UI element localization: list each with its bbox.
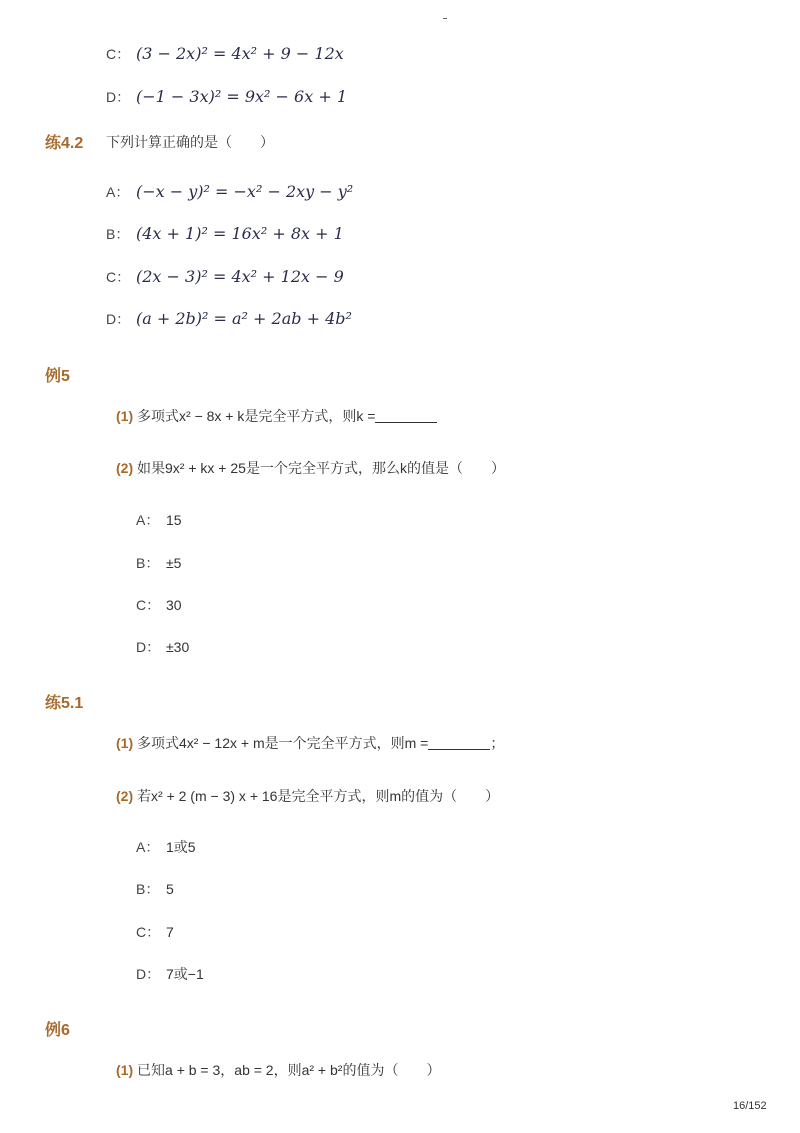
option-b [136,879,174,899]
question-text: 多项式4x² − 12x + m是一个完全平方式，则m = [137,735,429,751]
question-end: ） [485,788,500,804]
option-a [136,510,182,530]
option-value: 30 [166,597,182,613]
option-label: A： [136,839,160,855]
question-text: 如果9x² + kx + 25是一个完全平方式，那么k的值是（ [137,460,463,476]
question-number: (1) [116,735,134,751]
question-end: ； [490,735,505,751]
option-c [136,922,174,942]
option-expression: (−1 − 3x)² = 9x² − 6x + 1 [136,87,347,106]
option-d [106,309,352,329]
sub-question-1 [116,733,504,753]
option-label: D： [106,89,131,105]
section-heading: 例6 [45,1022,70,1039]
header-mark [443,18,447,19]
answer-blank[interactable] [375,408,437,423]
option-value: 7 [166,924,174,940]
question-number: (2) [116,788,134,804]
option-expression: (4x + 1)² = 16x² + 8x + 1 [136,224,344,243]
question-end: ） [490,460,505,476]
option-value: 5 [166,881,174,897]
option-label: B： [136,555,160,571]
option-value: 15 [166,512,182,528]
option-c [136,595,182,615]
section-heading: 练5.1 [45,695,84,712]
option-a [106,182,353,202]
stem-text: 下列计算正确的是（ [106,134,232,150]
option-c [106,267,344,287]
option-label: C： [106,46,131,62]
option-expression: (−x − y)² = −x² − 2xy − y² [136,182,354,201]
answer-blank[interactable] [428,735,490,750]
option-label: C： [136,597,161,613]
option-a [136,837,196,857]
option-d [136,637,189,657]
option-label: D： [136,966,161,982]
sub-question-2 [116,458,505,478]
option-label: B： [136,881,160,897]
option-label: C： [136,924,161,940]
option-label: D： [106,311,131,327]
question-number: (1) [116,408,134,424]
sub-question-1 [116,1060,440,1080]
option-expression: (3 − 2x)² = 4x² + 9 − 12x [136,44,344,63]
section-heading: 例5 [45,368,70,385]
stem-end: ） [260,134,274,150]
option-label: A： [106,184,130,200]
question-text: 多项式x² − 8x + k是完全平方式，则k = [137,408,376,424]
question-stem [106,132,274,152]
option-label: D： [136,639,161,655]
sub-question-1 [116,406,437,426]
page-number: 16/152 [733,1100,767,1112]
question-text: 已知a + b = 3，ab = 2，则a² + b²的值为（ [137,1062,399,1078]
option-expression: (2x − 3)² = 4x² + 12x − 9 [136,267,344,286]
option-d [136,964,204,984]
section-heading: 练4.2 [45,135,84,152]
question-number: (2) [116,460,134,476]
option-b [106,224,344,244]
option-expression: (a + 2b)² = a² + 2ab + 4b² [136,309,352,328]
option-b [136,553,181,573]
option-label: C： [106,269,131,285]
question-number: (1) [116,1062,134,1078]
option-value: ±30 [166,639,190,655]
option-value: ±5 [166,555,182,571]
option-c [106,44,344,64]
sub-question-2 [116,786,499,806]
option-d [106,87,347,107]
option-value: 7或−1 [166,966,204,982]
question-text: 若x² + 2 (m − 3) x + 16是完全平方式，则m的值为（ [137,788,458,804]
option-value: 1或5 [166,839,196,855]
question-end: ） [426,1062,441,1078]
option-label: B： [106,226,130,242]
option-label: A： [136,512,160,528]
